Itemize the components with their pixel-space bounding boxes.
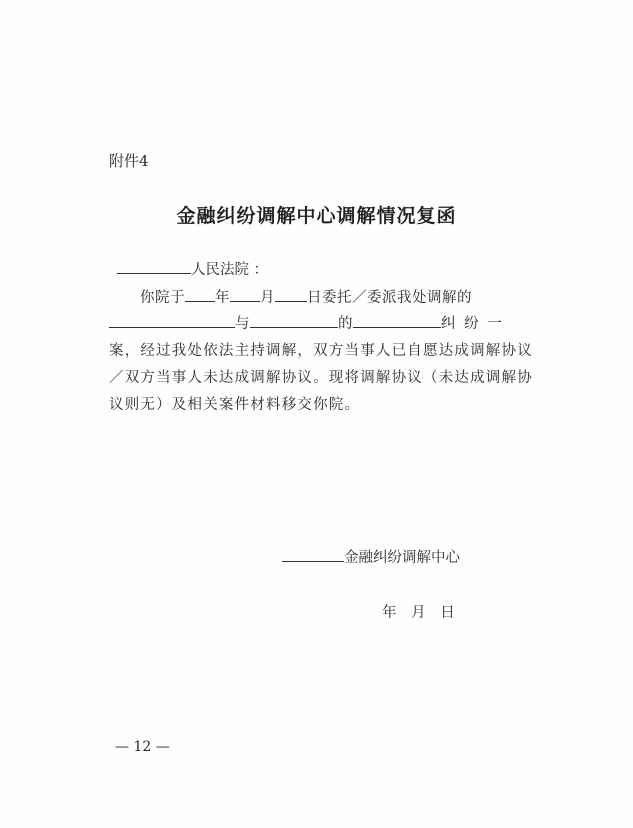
addressee-line bbox=[117, 258, 268, 279]
signer-name: 金融纠纷调解中心 bbox=[344, 550, 460, 566]
body-line-1 bbox=[140, 286, 472, 307]
page-number: — 12 — bbox=[115, 739, 170, 755]
document-title: 金融纠纷调解中心调解情况复函 bbox=[176, 205, 457, 227]
day-blank bbox=[275, 287, 307, 302]
party-a-blank bbox=[109, 313, 235, 328]
body-line-3: 案，经过我处依法主持调解，双方当事人已自愿达成调解协议 bbox=[109, 343, 533, 359]
body-line-2 bbox=[109, 312, 504, 333]
dispute-label: 纠 纷 一 bbox=[441, 316, 504, 332]
case-type-blank bbox=[353, 313, 441, 328]
day-suffix: 日委托／委派我处调解的 bbox=[307, 290, 472, 306]
and-label: 与 bbox=[235, 316, 250, 332]
court-name-blank bbox=[117, 259, 191, 274]
month-label: 月 bbox=[260, 290, 275, 306]
signature-date: 年 月 日 bbox=[382, 605, 455, 621]
month-blank bbox=[230, 287, 260, 302]
body-line-5: 议则无）及相关案件材料移交你院。 bbox=[109, 397, 361, 413]
body-line-4: ／双方当事人未达成调解协议。现将调解协议（未达成调解协 bbox=[109, 370, 533, 386]
signer-line bbox=[282, 546, 460, 567]
year-blank bbox=[185, 287, 215, 302]
annex-label: 附件4 bbox=[109, 152, 149, 170]
signer-blank bbox=[282, 547, 344, 562]
entrust-prefix: 你院于 bbox=[140, 290, 185, 306]
year-label: 年 bbox=[215, 290, 230, 306]
of-label: 的 bbox=[338, 316, 353, 332]
addressee-suffix: 人民法院 ： bbox=[191, 262, 269, 278]
party-b-blank bbox=[250, 313, 338, 328]
